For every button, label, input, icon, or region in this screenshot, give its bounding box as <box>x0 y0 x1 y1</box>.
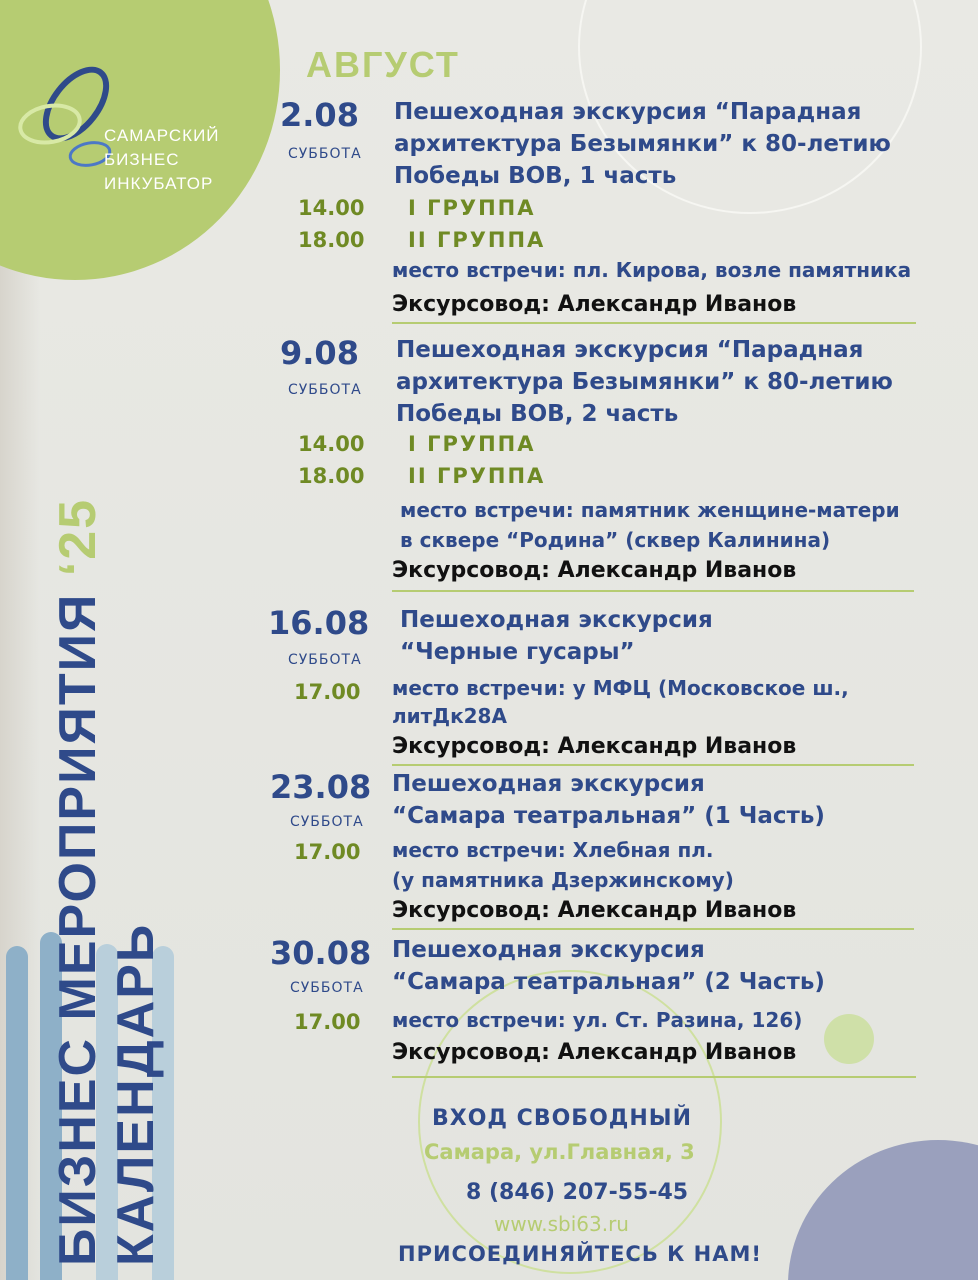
separator-line <box>392 928 914 930</box>
event-place: литДк28А <box>392 704 507 728</box>
event-weekday: СУББОТА <box>288 146 362 162</box>
decor-bar <box>6 946 28 1280</box>
vertical-title-main <box>48 498 108 1266</box>
event-place: место встречи: пл. Кирова, возле памятника <box>392 258 912 282</box>
event-time: 17.00 <box>294 840 361 864</box>
event-place: в сквере “Родина” (сквер Калинина) <box>400 528 831 552</box>
event-time: 18.00 <box>298 464 365 488</box>
event-weekday: СУББОТА <box>290 814 364 830</box>
separator-line <box>392 764 914 766</box>
separator-line <box>392 322 916 324</box>
event-title-line: “Черные гусары” <box>400 639 635 665</box>
event-group: II ГРУППА <box>408 464 546 488</box>
event-date: 23.08 <box>270 768 372 806</box>
event-title-line: Пешеходная экскурсия <box>400 607 713 633</box>
event-guide: Эксурсовод: Александр Иванов <box>392 1040 797 1065</box>
join-us-text: ПРИСОЕДИНЯЙТЕСЬ К НАМ! <box>398 1242 762 1266</box>
event-date: 16.08 <box>268 604 370 642</box>
event-title-line: Пешеходная экскурсия “Парадная <box>396 337 864 363</box>
event-guide: Эксурсовод: Александр Иванов <box>392 734 797 759</box>
event-group: I ГРУППА <box>408 432 536 456</box>
event-place: (у памятника Дзержинскому) <box>392 868 734 892</box>
vertical-title-year: ‘25 <box>49 497 107 577</box>
event-title-line: архитектура Безымянки” к 80-летию <box>396 369 893 395</box>
logo-line: ИНКУБАТОР <box>104 174 214 193</box>
separator-line <box>392 1076 916 1078</box>
green-dot-decoration <box>824 1014 874 1064</box>
month-heading: АВГУСТ <box>306 44 460 85</box>
logo-line: САМАРСКИЙ <box>104 126 220 145</box>
event-place: место встречи: памятник женщине-матери <box>400 498 900 522</box>
event-group: II ГРУППА <box>408 228 546 252</box>
event-date: 30.08 <box>270 934 372 972</box>
event-guide: Эксурсовод: Александр Иванов <box>392 558 797 583</box>
event-time: 17.00 <box>294 1010 361 1034</box>
event-time: 14.00 <box>298 432 365 456</box>
address-text: Самара, ул.Главная, 3 <box>424 1140 695 1164</box>
blue-circle-decoration <box>788 1140 978 1280</box>
event-title-line: Пешеходная экскурсия <box>392 771 705 797</box>
website-link[interactable]: www.sbi63.ru <box>494 1212 629 1236</box>
event-title-line: Пешеходная экскурсия <box>392 937 705 963</box>
event-group: I ГРУППА <box>408 196 536 220</box>
free-entry-text: ВХОД СВОБОДНЫЙ <box>432 1106 692 1131</box>
event-title-line: “Самара театральная” (1 Часть) <box>392 803 825 829</box>
event-title-line: Пешеходная экскурсия “Парадная <box>394 99 862 125</box>
event-guide: Эксурсовод: Александр Иванов <box>392 292 797 317</box>
event-weekday: СУББОТА <box>290 980 364 996</box>
event-time: 17.00 <box>294 680 361 704</box>
event-guide: Эксурсовод: Александр Иванов <box>392 898 797 923</box>
logo-line: БИЗНЕС <box>104 150 180 169</box>
event-title-line: Победы ВОВ, 1 часть <box>394 163 677 189</box>
event-place: место встречи: Хлебная пл. <box>392 838 714 862</box>
event-place: место встречи: у МФЦ (Московское ш., <box>392 676 849 700</box>
logo-text <box>104 124 220 196</box>
event-weekday: СУББОТА <box>288 652 362 668</box>
event-time: 18.00 <box>298 228 365 252</box>
event-title-line: архитектура Безымянки” к 80-летию <box>394 131 891 157</box>
event-title-line: “Самара театральная” (2 Часть) <box>392 969 825 995</box>
vertical-title-text: БИЗНЕС МЕРОПРИЯТИЯ <box>49 592 107 1266</box>
phone-link[interactable]: 8 (846) 207-55-45 <box>466 1180 689 1205</box>
event-time: 14.00 <box>298 196 365 220</box>
vertical-title-sub: КАЛЕНДАРЬ <box>107 922 165 1266</box>
event-date: 9.08 <box>280 334 359 372</box>
event-title-line: Победы ВОВ, 2 часть <box>396 401 679 427</box>
event-date: 2.08 <box>280 96 359 134</box>
event-place: место встречи: ул. Ст. Разина, 126) <box>392 1008 803 1032</box>
separator-line <box>392 590 914 592</box>
event-weekday: СУББОТА <box>288 382 362 398</box>
